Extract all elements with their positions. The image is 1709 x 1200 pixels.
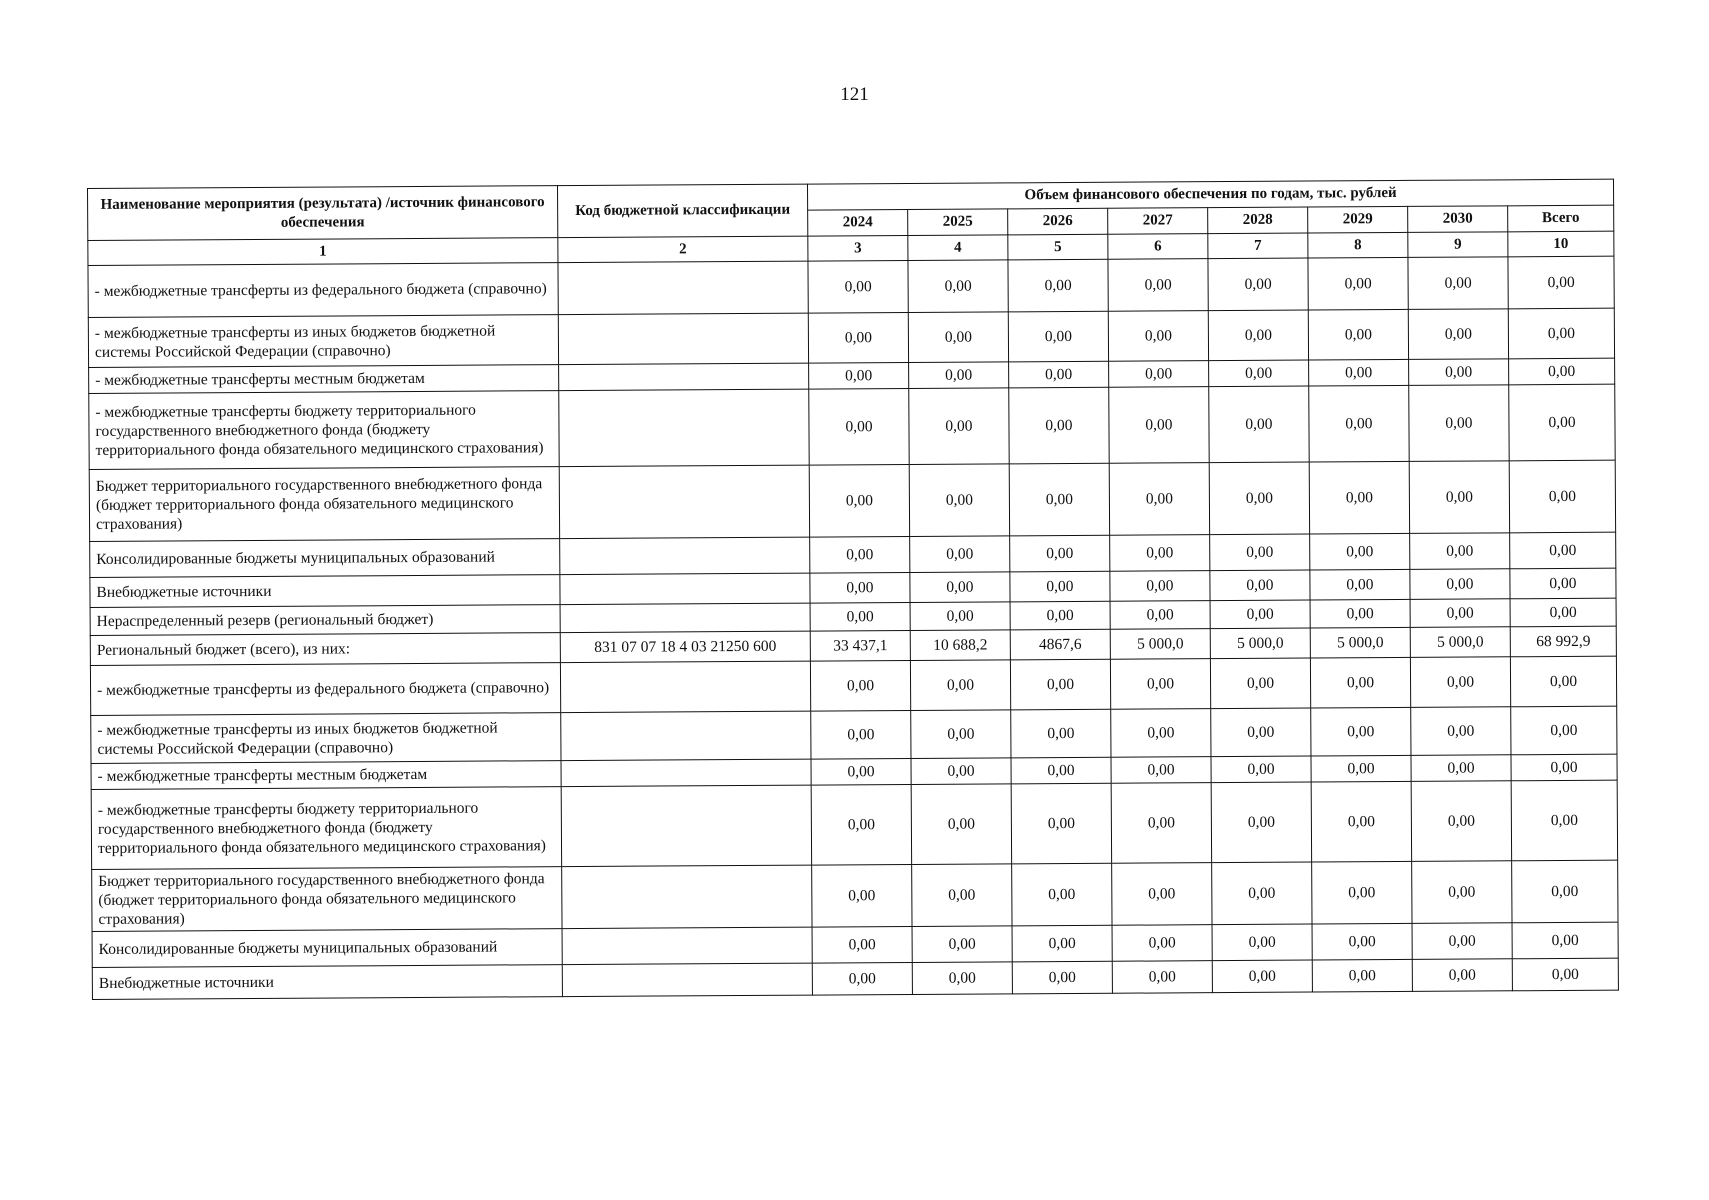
header-code: Код бюджетной классификации: [557, 184, 807, 238]
row-total-value: 68 992,9: [1510, 626, 1616, 657]
row-year-value: 0,00: [1311, 707, 1411, 756]
row-code: [558, 313, 808, 365]
row-year-value: 0,00: [811, 710, 911, 759]
row-year-value: 0,00: [810, 572, 910, 603]
row-year-value: 0,00: [1011, 757, 1111, 784]
row-year-value: 0,00: [1409, 385, 1509, 462]
row-year-value: 0,00: [1309, 385, 1409, 462]
row-year-value: 0,00: [912, 962, 1012, 995]
row-name: - межбюджетные трансферты местным бюджетам: [91, 761, 561, 790]
row-year-value: 0,00: [1311, 781, 1411, 862]
column-index: 3: [808, 235, 908, 261]
row-year-value: 0,00: [911, 784, 1011, 865]
row-year-value: 0,00: [1409, 461, 1509, 534]
column-index: 9: [1408, 232, 1508, 258]
column-index: 5: [1008, 234, 1108, 260]
row-total-value: 0,00: [1512, 860, 1618, 923]
header-year: 2025: [908, 209, 1008, 236]
row-year-value: 0,00: [1410, 657, 1510, 708]
row-year-value: 0,00: [812, 962, 912, 995]
row-year-value: 0,00: [1111, 709, 1211, 758]
row-total-value: 0,00: [1509, 358, 1615, 385]
row-year-value: 0,00: [1312, 959, 1412, 992]
row-year-value: 0,00: [1012, 925, 1112, 962]
row-year-value: 0,00: [809, 388, 909, 465]
row-total-value: 0,00: [1508, 256, 1614, 309]
row-year-value: 0,00: [1312, 923, 1412, 960]
table-body: [88, 256, 1619, 999]
header-name: Наименование мероприятия (результата) /источник финансового обеспечения: [88, 186, 558, 241]
row-year-value: 5 000,0: [1210, 628, 1310, 659]
row-year-value: 0,00: [1412, 861, 1512, 924]
row-year-value: 0,00: [810, 602, 910, 631]
row-year-value: 0,00: [1011, 783, 1111, 864]
row-year-value: 0,00: [808, 312, 908, 363]
row-year-value: 0,00: [1108, 259, 1208, 312]
row-code: [562, 865, 812, 929]
row-total-value: 0,00: [1511, 780, 1618, 861]
row-year-value: 0,00: [1009, 361, 1109, 388]
header-year: 2027: [1108, 208, 1208, 235]
row-year-value: 0,00: [809, 464, 909, 537]
row-total-value: 0,00: [1511, 706, 1617, 755]
header-year: 2026: [1008, 208, 1108, 235]
row-year-value: 5 000,0: [1310, 627, 1410, 658]
row-total-value: 0,00: [1512, 958, 1618, 991]
row-year-value: 0,00: [910, 536, 1010, 573]
row-year-value: 0,00: [1209, 360, 1309, 387]
row-year-value: 0,00: [1308, 257, 1408, 310]
row-year-value: 5 000,0: [1410, 627, 1510, 658]
row-total-value: 0,00: [1511, 754, 1617, 781]
row-year-value: 0,00: [809, 362, 909, 389]
header-year: 2030: [1408, 206, 1508, 233]
row-year-value: 0,00: [1310, 533, 1410, 570]
row-total-value: 0,00: [1510, 568, 1616, 599]
row-name: Нераспределенный резерв (региональный бюджет): [90, 605, 560, 636]
table-row: [91, 780, 1618, 869]
row-year-value: 0,00: [1009, 387, 1109, 464]
row-total-value: 0,00: [1510, 532, 1616, 569]
row-year-value: 0,00: [1211, 708, 1311, 757]
financing-table: [87, 179, 1619, 1000]
row-name: - межбюджетные трансферты из иных бюджетов бюджетной системы Российской Федерации (справочно): [91, 713, 561, 764]
row-year-value: 0,00: [1310, 657, 1410, 708]
row-name: Консолидированные бюджеты муниципальных образований: [90, 539, 560, 578]
column-index: 8: [1308, 232, 1408, 258]
row-year-value: 0,00: [1010, 601, 1110, 630]
header-year: 2028: [1208, 207, 1308, 234]
row-year-value: 0,00: [910, 602, 1010, 631]
row-name: - межбюджетные трансферты из иных бюджетов бюджетной системы Российской Федерации (справочно): [88, 315, 558, 368]
row-year-value: 0,00: [1011, 709, 1111, 758]
row-year-value: 0,00: [1210, 600, 1310, 629]
row-year-value: 0,00: [1410, 533, 1510, 570]
row-year-value: 0,00: [1212, 924, 1312, 961]
row-year-value: 0,00: [909, 464, 1009, 537]
row-year-value: 0,00: [1408, 257, 1508, 310]
row-year-value: 5 000,0: [1110, 629, 1210, 660]
table-row: [88, 256, 1614, 317]
row-year-value: 0,00: [1112, 961, 1212, 994]
row-code: [560, 603, 810, 633]
row-year-value: 0,00: [1110, 601, 1210, 630]
row-year-value: 0,00: [1208, 310, 1308, 361]
row-year-value: 0,00: [1012, 863, 1112, 926]
row-year-value: 0,00: [1211, 756, 1311, 783]
row-name: - межбюджетные трансферты бюджету территориального государственного внебюджетного фонда (бюджету территориального фонда обязательного медицинского страхования): [89, 391, 559, 470]
table-row: [89, 384, 1615, 469]
header-year: 2029: [1308, 206, 1408, 233]
row-name: - межбюджетные трансферты местным бюджетам: [89, 365, 559, 394]
row-year-value: 0,00: [1209, 386, 1309, 463]
column-index: 4: [908, 235, 1008, 261]
row-year-value: 0,00: [909, 388, 1009, 465]
row-total-value: 0,00: [1508, 308, 1614, 359]
row-year-value: 0,00: [1212, 862, 1312, 925]
row-year-value: 0,00: [1210, 658, 1310, 709]
row-year-value: 0,00: [1211, 782, 1311, 863]
row-year-value: 0,00: [812, 864, 912, 927]
header-volume: Объем финансового обеспечения по годам, тыс. рублей: [807, 179, 1613, 210]
row-year-value: 0,00: [1210, 570, 1310, 601]
row-name: Внебюджетные источники: [90, 575, 560, 608]
row-code: [559, 363, 809, 391]
row-name: - межбюджетные трансферты из федерального бюджета (справочно): [88, 263, 558, 318]
row-year-value: 0,00: [1208, 258, 1308, 311]
row-year-value: 0,00: [1110, 535, 1210, 572]
row-year-value: 0,00: [910, 660, 1010, 711]
row-year-value: 0,00: [1109, 361, 1209, 388]
column-index: 7: [1208, 233, 1308, 259]
row-year-value: 0,00: [909, 362, 1009, 389]
row-year-value: 0,00: [810, 660, 910, 711]
row-year-value: 0,00: [911, 710, 1011, 759]
row-year-value: 0,00: [1010, 659, 1110, 710]
row-year-value: 0,00: [1109, 387, 1209, 464]
row-name: Региональный бюджет (всего), из них:: [90, 633, 560, 666]
row-total-value: 0,00: [1510, 598, 1616, 627]
column-index: 6: [1108, 234, 1208, 260]
row-code: [559, 389, 809, 467]
row-code: [561, 711, 811, 761]
row-year-value: 4867,6: [1010, 629, 1110, 660]
row-year-value: 10 688,2: [910, 630, 1010, 661]
row-year-value: 0,00: [811, 784, 911, 865]
row-code: [562, 963, 812, 997]
row-total-value: 0,00: [1509, 384, 1616, 461]
row-code: [561, 785, 811, 867]
row-code: 831 07 07 18 4 03 21250 600: [560, 631, 810, 663]
row-year-value: 0,00: [910, 572, 1010, 603]
row-year-value: 0,00: [1008, 311, 1108, 362]
row-year-value: 0,00: [1210, 534, 1310, 571]
column-index: 2: [558, 236, 808, 263]
row-year-value: 0,00: [1309, 359, 1409, 386]
row-year-value: 0,00: [1108, 311, 1208, 362]
row-year-value: 0,00: [1309, 461, 1409, 534]
row-name: Внебюджетные источники: [92, 965, 562, 1000]
row-year-value: 0,00: [1212, 960, 1312, 993]
header-total: Всего: [1508, 205, 1614, 232]
row-year-value: 0,00: [1408, 309, 1508, 360]
page-number: 121: [840, 84, 869, 105]
row-year-value: 0,00: [1412, 923, 1512, 960]
row-year-value: 0,00: [1409, 359, 1509, 386]
row-year-value: 0,00: [1311, 755, 1411, 782]
row-total-value: 0,00: [1510, 656, 1616, 707]
row-code: [561, 759, 811, 787]
row-year-value: 0,00: [1111, 757, 1211, 784]
row-year-value: 0,00: [912, 926, 1012, 963]
column-index: 10: [1508, 231, 1614, 257]
row-year-value: 0,00: [1209, 462, 1309, 535]
row-code: [558, 261, 808, 315]
row-name: Консолидированные бюджеты муниципальных образований: [92, 929, 562, 968]
row-year-value: 0,00: [1410, 569, 1510, 600]
row-name: - межбюджетные трансферты бюджету территориального государственного внебюджетного фонда (бюджету территориального фонда обязательного медицинского страхования): [91, 787, 561, 870]
row-year-value: 0,00: [810, 536, 910, 573]
row-year-value: 0,00: [911, 758, 1011, 785]
row-code: [560, 661, 810, 713]
row-year-value: 0,00: [1112, 925, 1212, 962]
row-name: - межбюджетные трансферты из федерального бюджета (справочно): [90, 663, 560, 716]
row-year-value: 0,00: [1109, 463, 1209, 536]
row-year-value: 0,00: [1312, 861, 1412, 924]
row-code: [562, 927, 812, 965]
row-year-value: 0,00: [1411, 707, 1511, 756]
row-year-value: 0,00: [1410, 599, 1510, 628]
row-year-value: 0,00: [1110, 571, 1210, 602]
row-total-value: 0,00: [1509, 460, 1615, 533]
row-year-value: 0,00: [1111, 783, 1211, 864]
row-year-value: 0,00: [1110, 659, 1210, 710]
row-code: [560, 537, 810, 575]
row-year-value: 0,00: [912, 864, 1012, 927]
row-code: [559, 465, 809, 539]
row-year-value: 0,00: [1310, 599, 1410, 628]
row-year-value: 0,00: [812, 926, 912, 963]
table-row: [92, 860, 1618, 931]
row-year-value: 0,00: [1008, 259, 1108, 312]
row-total-value: 0,00: [1512, 922, 1618, 959]
row-year-value: 0,00: [1012, 961, 1112, 994]
row-year-value: 0,00: [908, 312, 1008, 363]
row-year-value: 0,00: [1411, 755, 1511, 782]
row-year-value: 0,00: [1412, 959, 1512, 992]
row-year-value: 0,00: [908, 260, 1008, 313]
row-year-value: 0,00: [811, 758, 911, 785]
table-row: [89, 460, 1615, 541]
row-year-value: 0,00: [1009, 463, 1109, 536]
row-name: Бюджет территориального государственного внебюджетного фонда (бюджет территориального фонда обязательного медицинского страхования): [89, 467, 559, 542]
header-year: 2024: [808, 209, 908, 236]
row-year-value: 0,00: [808, 260, 908, 313]
row-code: [560, 573, 810, 605]
row-year-value: 33 437,1: [810, 630, 910, 661]
row-year-value: 0,00: [1411, 781, 1511, 862]
column-index: 1: [88, 238, 558, 266]
row-year-value: 0,00: [1010, 571, 1110, 602]
row-year-value: 0,00: [1308, 309, 1408, 360]
row-year-value: 0,00: [1310, 569, 1410, 600]
row-year-value: 0,00: [1010, 535, 1110, 572]
row-name: Бюджет территориального государственного внебюджетного фонда (бюджет территориального фонда обязательного медицинского страхования): [92, 867, 562, 932]
row-year-value: 0,00: [1112, 863, 1212, 926]
